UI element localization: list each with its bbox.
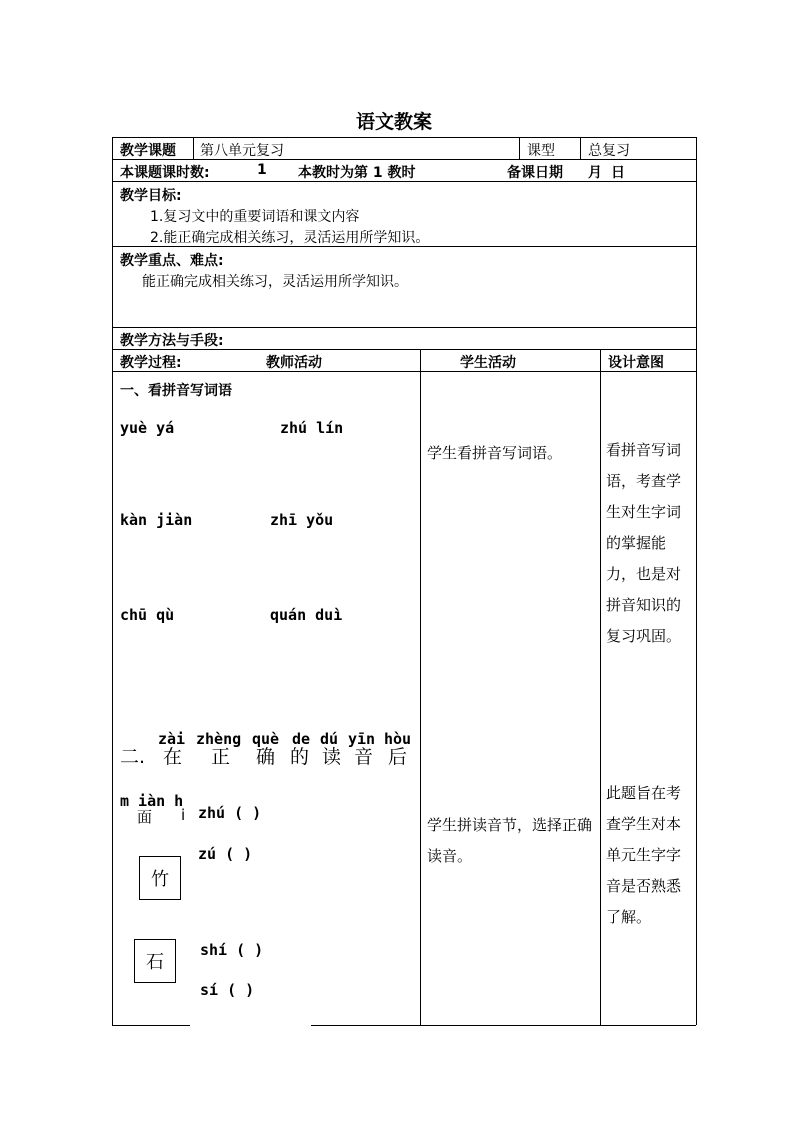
s2-heading-char: 后 [388, 746, 408, 768]
keypoints-label: 教学重点、难点: [120, 253, 224, 269]
pinyin-item: zhī yǒu [270, 511, 334, 529]
teacher-col-header: 教师活动 [266, 355, 322, 371]
s2-mian-char: 面 [137, 808, 153, 826]
pinyin-item: zhú lín [280, 419, 344, 437]
s2-heading-char: 读 [322, 746, 342, 768]
pinyin-item: quán duì [270, 606, 343, 624]
char-box-bamboo: 竹 [139, 856, 181, 900]
section1-heading: 一、看拼音写词语 [120, 383, 232, 399]
s2-mian-pinyin: m iàn h [120, 792, 184, 810]
topic-label: 教学课题 [120, 143, 176, 159]
design-col-header: 设计意图 [608, 355, 664, 371]
page-title: 语文教案 [356, 111, 433, 133]
s2-mian-extra: i [181, 806, 186, 824]
s2-heading-char: 正 [211, 746, 231, 768]
char2-option: shí ( ) [200, 941, 264, 959]
s2-pinyin: de [292, 730, 311, 748]
section2-design: 此题旨在考查学生对本单元生字字音是否熟悉了解。 [606, 784, 682, 926]
s2-pinyin: què [252, 730, 280, 748]
section1-student-activity: 学生看拼音写词语。 [427, 444, 563, 462]
methods-label: 教学方法与手段: [120, 333, 224, 349]
pinyin-item: yuè yá [120, 419, 175, 437]
s2-pinyin: zhèng [196, 730, 242, 748]
keypoints-text: 能正确完成相关练习，灵活运用所学知识。 [142, 274, 408, 290]
pinyin-item: chū qù [120, 606, 175, 624]
prep-month: 月 [588, 165, 602, 181]
hours-value: 1 [257, 162, 267, 178]
s2-pinyin: dú [320, 730, 339, 748]
goal-item: 2.能正确完成相关练习，灵活运用所学知识。 [150, 230, 430, 246]
type-value: 总复习 [588, 143, 630, 159]
prep-date-label: 备课日期 [507, 165, 563, 181]
s2-pinyin: zài [158, 730, 186, 748]
char-box-stone: 石 [134, 939, 176, 983]
s2-heading-char: 音 [354, 746, 374, 768]
goal-item: 1.复习文中的重要词语和课文内容 [150, 209, 360, 225]
s2-pinyin: yīn [348, 730, 376, 748]
s2-heading-char: 在 [163, 746, 183, 768]
char2-option: sí ( ) [200, 981, 255, 999]
student-col-header: 学生活动 [460, 355, 516, 371]
char1-option: zú ( ) [198, 845, 253, 863]
hours-label: 本课题课时数: [120, 165, 210, 181]
s2-heading-char: 确 [256, 746, 276, 768]
s2-heading-char: 二. [120, 746, 146, 768]
char1-option: zhú ( ) [198, 804, 262, 822]
section1-design: 看拼音写词语，考查学生对生字词的掌握能力，也是对拼音知识的复习巩固。 [606, 441, 682, 645]
prep-day: 日 [611, 165, 625, 181]
type-label: 课型 [527, 143, 555, 159]
s2-pinyin: hòu [384, 730, 412, 748]
goals-label: 教学目标: [120, 188, 182, 204]
process-label: 教学过程: [120, 355, 182, 371]
section2-student-activity: 学生拼读音节，选择正确读音。 [427, 816, 593, 865]
pinyin-item: kàn jiàn [120, 511, 193, 529]
current-lesson: 本教时为第 1 教时 [298, 165, 416, 181]
s2-heading-char: 的 [290, 746, 310, 768]
topic-value: 第八单元复习 [200, 143, 284, 159]
